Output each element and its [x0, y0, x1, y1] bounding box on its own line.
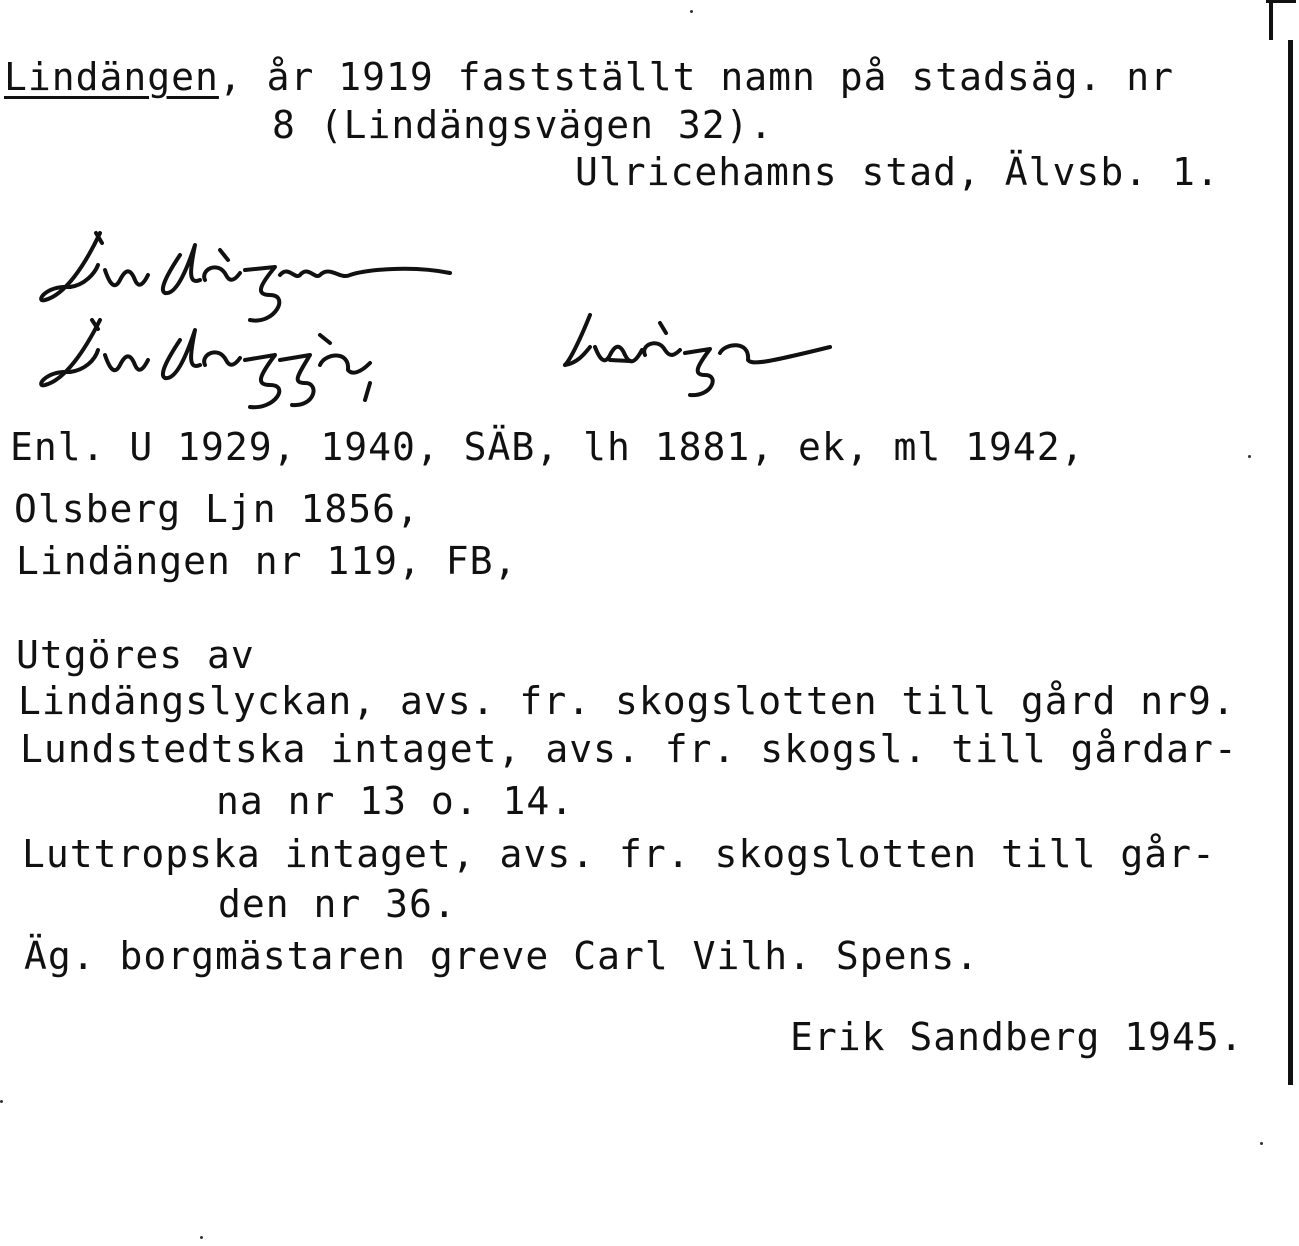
speck: [200, 1236, 203, 1239]
location: Ulricehamns stad, Älvsb. 1.: [575, 150, 1220, 194]
composition-line-3: na nr 13 o. 14.: [216, 779, 575, 823]
speck: [690, 10, 693, 13]
card-edge-corner: [1269, 0, 1273, 40]
sources-line-1: Enl. U 1929, 1940, SÄB, lh 1881, ek, ml 1942,: [10, 425, 1085, 469]
card-edge-right: [1288, 40, 1293, 1085]
speck: [0, 1100, 3, 1103]
composition-line-5: den nr 36.: [218, 882, 457, 926]
handwritten-pronunciation: [30, 225, 870, 415]
headword: Lindängen: [4, 55, 219, 99]
sources-line-2: Olsberg Ljn 1856,: [14, 487, 420, 531]
speck: [1248, 455, 1251, 458]
owner-line: Äg. borgmästaren greve Carl Vilh. Spens.: [24, 934, 980, 978]
composition-line-4: Luttropska intaget, avs. fr. skogslotten till går-: [22, 832, 1216, 876]
composition-heading: Utgöres av: [16, 633, 255, 677]
sources-line-3: Lindängen nr 119, FB,: [16, 539, 518, 583]
heading-rest: , år 1919 fastställt namn på stadsäg. nr: [218, 55, 1175, 99]
heading-line-2: 8 (Lindängsvägen 32).: [272, 103, 774, 147]
signature: Erik Sandberg 1945.: [790, 1015, 1244, 1059]
heading-line: [4, 55, 1175, 99]
composition-line-2: Lundstedtska intaget, avs. fr. skogsl. till gårdar-: [20, 727, 1238, 771]
speck: [1260, 1142, 1263, 1145]
composition-line-1: Lindängslyckan, avs. fr. skogslotten till gård nr9.: [18, 679, 1236, 723]
